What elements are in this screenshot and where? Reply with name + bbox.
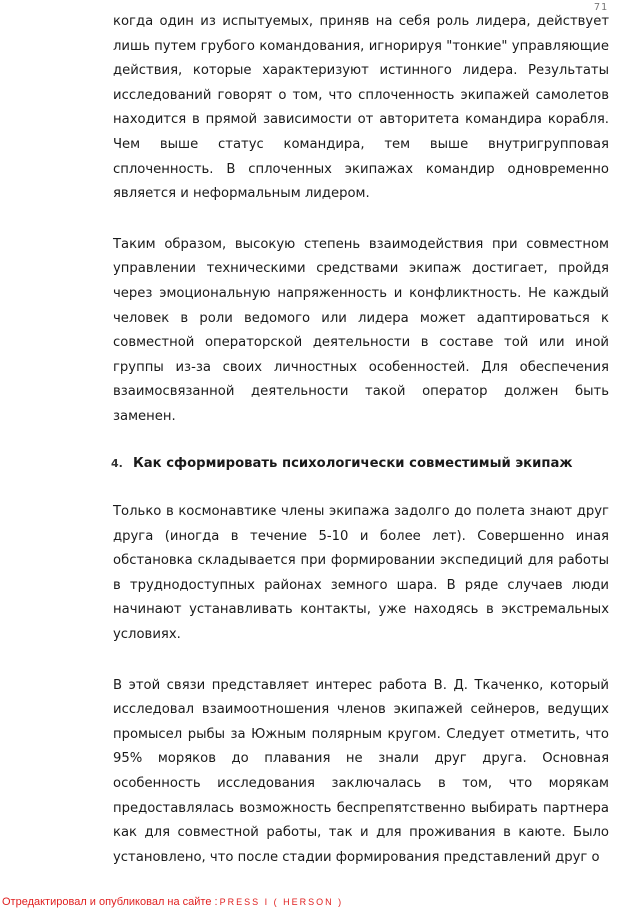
section-heading — [113, 452, 609, 477]
footer-credit — [2, 896, 343, 908]
paragraph: Таким образом, высокую степень взаимодействия при совместном управлении техническими средствами экипаж достигает, пройдя через эмоциональную напряженность и конфликтность. Не каждый человек в роли ведомого или лидера может адаптироваться к совместной операторской деятельности в составе той или иной группы из-за своих личностных особенностей. Для обеспечения взаимосвязанной деятельности такой оператор должен быть заменен. — [113, 236, 609, 424]
footer-text: Отредактировал и опубликовал на сайте : — [2, 896, 218, 908]
section-title: Как сформировать психологически совместимый экипаж — [133, 455, 573, 471]
paragraph: В этой связи представляет интерес работа В. Д. Ткаченко, который исследовал взаимоотношения членов экипажей сейнеров, ведущих промысел рыбы за Южным полярным кругом. Следует отметить, что 95% моряков до плавания не знали друг друга. Основная особенность исследования заключалась в том, что морякам предоставлялась возможность беспрепятственно выбирать партнера как для совместной работы, так и для проживания в каюте. Было установлено, что после стадии формирования представлений друг о — [113, 677, 609, 865]
section-number: 4. — [111, 456, 123, 470]
paragraph: когда один из испытуемых, приняв на себя роль лидера, действует лишь путем грубого командования, игнорируя "тонкие" управляющие действия, которые характеризуют истинного лидера. Результаты исследований говорят о том, что сплоченность экипажей самолетов находится в прямой зависимости от авторитета командира корабля. Чем выше статус командира, тем выше внутригрупповая сплоченность. В сплоченных экипажах командир одновременно является и неформальным лидером. — [113, 14, 609, 202]
footer-site-link[interactable]: PRESS I ( HERSON ) — [219, 897, 344, 907]
paragraph: Только в космонавтике члены экипажа задолго до полета знают друг друга (иногда в течение 5-10 и более лет). Совершенно иная обстановка складывается при формировании экспедиций для работы в труднодоступных районах земного шара. В ряде случаев люди начинают устанавливать контакты, уже находясь в экстремальных условиях. — [113, 504, 609, 643]
page-number: 71 — [593, 2, 608, 13]
page-body — [113, 10, 609, 870]
